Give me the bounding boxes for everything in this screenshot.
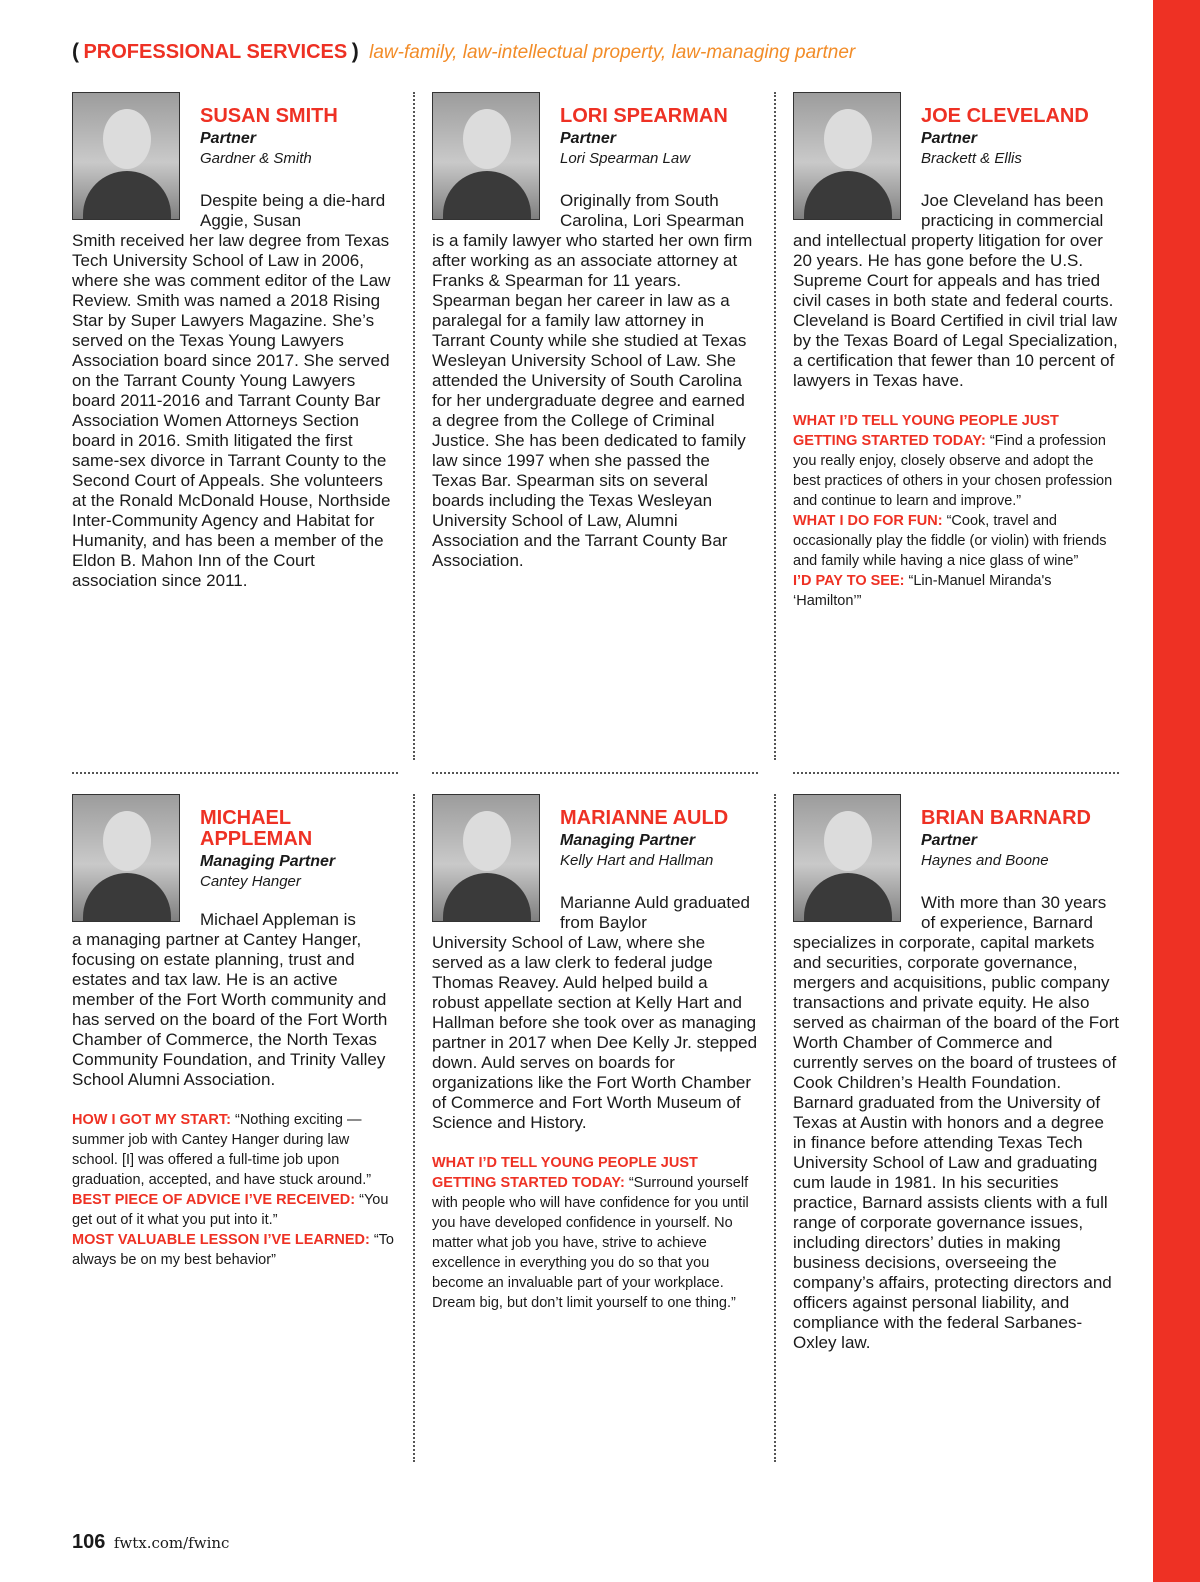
qa-text: “Surround yourself with people who will have confidence for you until you have developed confidence in yourself. No matter what job you have, strive to achieve excellence in everything you do so that you become an invaluable part of your workplace. Dream big, but don’t limit yourself to one thing.” (432, 1175, 749, 1311)
profile-name: SUSAN SMITH (200, 105, 338, 127)
section-title: PROFESSIONAL SERVICES (83, 41, 348, 63)
column-divider (774, 92, 776, 760)
profile-qa (72, 1110, 398, 1270)
bio-lead: Originally from South Carolina, Lori Spearman (560, 191, 745, 230)
bio-lead: Despite being a die-hard Aggie, Susan (200, 191, 386, 230)
profile-photo (432, 794, 540, 922)
qa-entry (793, 511, 1119, 571)
qa-text: “Nothing exciting — summer job with Cantey Hanger during law school. [I] was offered a full-time job upon graduation, accepted, and have stuck around.” (72, 1112, 372, 1188)
row-divider (793, 772, 1119, 774)
profile-photo (793, 794, 901, 922)
profile-firm: Lori Spearman Law (560, 150, 691, 167)
profile-photo (72, 92, 180, 220)
bio-rest: Smith received her law degree from Texas Tech University School of Law in 2006, where she was comment editor of the Law Review. Smith was named a 2018 Rising Star by Super Lawyers Magazine. She’s served on the Texas Young Lawyers Association board since 2017. She served on the Tarrant County Young Lawyers board 2011-2016 and Tarrant County Bar Association Women Attorneys Section board in 2016. Smith litigated the first same-sex divorce in Tarrant County to the Second Court of Appeals. She volunteers at the Ronald McDonald House, Northside Inter-Community Agency and Habitat for Humanity, and has been a member of the Eldon B. Mahon Inn of the Court association since 2011. (72, 231, 391, 590)
profile-qa (432, 1153, 758, 1313)
profile-name: BRIAN BARNARD (921, 807, 1091, 829)
qa-text: “Find a profession you really enjoy, closely observe and adopt the best practices of others in your chosen profession and continue to learn and improve.” (793, 433, 1113, 509)
qa-entry (72, 1230, 398, 1270)
bio-lead: Joe Cleveland has been practicing in commercial (921, 191, 1104, 230)
profile-title: Partner (921, 832, 978, 849)
profile-title: Managing Partner (200, 853, 336, 870)
profile-card (793, 794, 1119, 1353)
bio-lead: Michael Appleman is (200, 910, 356, 929)
qa-entry (72, 1110, 398, 1190)
row-divider (432, 772, 758, 774)
profile-title: Partner (200, 130, 257, 147)
qa-entry (432, 1153, 758, 1313)
bio-rest: and intellectual property litigation for over 20 years. He has gone before the U.S. Supreme Court for appeals and has tried civil cases in both state and federal courts. Cleveland is Board Certified in civil trial law by the Texas Board of Legal Specialization, a certification that fewer than 10 percent of lawyers in Texas have. (793, 231, 1118, 390)
section-subtitle: law-family, law-intellectual property, law-managing partner (369, 42, 856, 63)
profile-title: Partner (921, 130, 978, 147)
column-divider (413, 794, 415, 1462)
profile-title: Managing Partner (560, 832, 696, 849)
section-header (72, 40, 1132, 64)
profile-bio (432, 893, 758, 1133)
red-sidebar-strip (1153, 0, 1200, 1582)
bio-lead: Marianne Auld graduated from Baylor (560, 893, 750, 932)
profile-firm: Cantey Hanger (200, 873, 301, 890)
qa-label: WHAT I’D TELL YOUNG PEOPLE JUST GETTING STARTED TODAY: (793, 413, 1059, 449)
profile-bio (432, 191, 758, 571)
profile-card (72, 92, 398, 591)
site-url: fwtx.com/fwinc (113, 1534, 230, 1552)
profile-firm: Haynes and Boone (921, 852, 1049, 869)
profile-bio (72, 191, 398, 591)
qa-text: “Lin-Manuel Miranda's ‘Hamilton’” (793, 573, 1052, 609)
qa-text: “To always be on my best behavior” (72, 1232, 394, 1268)
profile-card (432, 794, 758, 1313)
qa-text: “You get out of it what you put into it.” (72, 1192, 389, 1228)
qa-text: “Cook, travel and occasionally play the fiddle (or violin) with friends and family while having a nice glass of wine” (793, 513, 1107, 569)
column-divider (413, 92, 415, 760)
qa-label: MOST VALUABLE LESSON I’VE LEARNED: (72, 1232, 370, 1248)
header-close-paren: ) (351, 40, 359, 63)
qa-entry (793, 571, 1119, 611)
bio-rest: specializes in corporate, capital markets and securities, corporate governance, mergers and acquisitions, public company transactions and private equity. He also served as chairman of the board of the Fort Worth Chamber of Commerce and currently serves on the board of trustees of Cook Children’s Health Foundation. Barnard graduated from the University of Texas at Austin with honors and a degree in finance before attending Texas Tech University School of Law and graduating cum laude in 1981. In his securities practice, Barnard assists clients with a full range of corporate governance issues, including directors’ duties in making business decisions, overseeing the company’s affairs, protecting directors and officers against personal liability, and compliance with the federal Sarbanes-Oxley law. (793, 933, 1120, 1352)
page-number: 106 (72, 1531, 106, 1553)
profile-card (793, 92, 1119, 611)
column-divider (774, 794, 776, 1462)
profile-firm: Kelly Hart and Hallman (560, 852, 714, 869)
header-open-paren: ( (72, 40, 79, 63)
profile-name: MARIANNE AULD (560, 807, 729, 829)
bio-rest: University School of Law, where she served as a law clerk to federal judge Thomas Reavey. Auld helped build a robust appellate section at Kelly Hart and Hallman before she took over as managing partner in 2017 when Dee Kelly Jr. stepped down. Auld serves on boards for organizations like the Fort Worth Chamber of Commerce and Fort Worth Museum of Science and History. (432, 933, 758, 1132)
profile-title: Partner (560, 130, 617, 147)
profile-card (432, 92, 758, 571)
profile-qa (793, 411, 1119, 611)
qa-entry (72, 1190, 398, 1230)
qa-label: WHAT I’D TELL YOUNG PEOPLE JUST GETTING STARTED TODAY: (432, 1155, 698, 1191)
profile-bio (793, 893, 1119, 1353)
profile-bio (793, 191, 1119, 391)
profile-name: LORI SPEARMAN (560, 105, 728, 127)
qa-label: HOW I GOT MY START: (72, 1112, 231, 1128)
qa-label: WHAT I DO FOR FUN: (793, 513, 943, 529)
profile-photo (793, 92, 901, 220)
row-divider (72, 772, 398, 774)
bio-rest: a managing partner at Cantey Hanger, focusing on estate planning, trust and estates and tax law. He is an active member of the Fort Worth community and has served on the board of the Fort Worth Chamber of Commerce, the North Texas Community Foundation, and Trinity Valley School Alumni Association. (72, 930, 388, 1089)
page-footer (72, 1531, 229, 1554)
profile-bio (72, 910, 398, 1090)
bio-rest: is a family lawyer who started her own firm after working as an associate attorney at Franks & Spearman for 11 years. Spearman began her career in law as a paralegal for a family law attorney in Tarrant County while she studied at Texas Wesleyan University School of Law. She attended the University of South Carolina for her undergraduate degree and earned a degree from the College of Criminal Justice. She has been dedicated to family law since 1997 when she passed the Texas Bar. Spearman sits on several boards including the Texas Wesleyan University School of Law, Alumni Association and the Tarrant County Bar Association. (432, 231, 753, 570)
profile-photo (72, 794, 180, 922)
qa-entry (793, 411, 1119, 511)
profile-card (72, 794, 398, 1270)
qa-label: I’D PAY TO SEE: (793, 573, 905, 589)
profile-photo (432, 92, 540, 220)
qa-label: BEST PIECE OF ADVICE I’VE RECEIVED: (72, 1192, 356, 1208)
profile-firm: Brackett & Ellis (921, 150, 1022, 167)
profile-name: JOE CLEVELAND (921, 105, 1089, 127)
profile-firm: Gardner & Smith (200, 150, 312, 167)
profile-name: MICHAEL APPLEMAN (200, 807, 313, 850)
bio-lead: With more than 30 years of experience, Barnard (921, 893, 1107, 932)
